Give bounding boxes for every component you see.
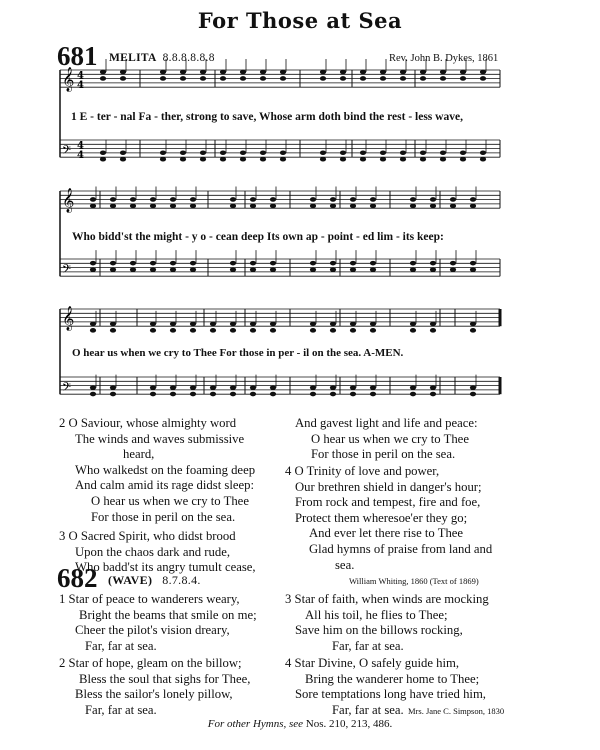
note-head — [340, 76, 346, 81]
stanza-line: 4 O Trinity of love and power, — [285, 464, 440, 478]
note-head — [120, 157, 126, 162]
note-head — [410, 197, 416, 202]
note-head — [190, 328, 196, 333]
note-head — [420, 76, 426, 81]
note-head — [380, 76, 386, 81]
stanza-682-3 — [285, 592, 489, 654]
note-head — [410, 328, 416, 333]
stanza-line: All his toil, he flies to Thee; — [305, 607, 448, 622]
note-head — [130, 197, 136, 202]
note-head — [150, 385, 156, 390]
footer-reference — [0, 718, 600, 730]
note-head — [220, 70, 226, 75]
tune-name: (WAVE) — [108, 573, 153, 587]
note-head — [200, 157, 206, 162]
note-head — [170, 261, 176, 266]
note-head — [350, 392, 356, 397]
note-head — [100, 157, 106, 162]
note-head — [150, 261, 156, 266]
note-head — [110, 385, 116, 390]
hymn-number-681: 681 — [57, 41, 98, 71]
note-head — [130, 204, 136, 209]
note-head — [220, 150, 226, 155]
note-head — [120, 70, 126, 75]
note-head — [420, 157, 426, 162]
note-head — [280, 150, 286, 155]
note-head — [380, 70, 386, 75]
note-head — [350, 267, 356, 272]
note-head — [240, 70, 246, 75]
note-head — [170, 328, 176, 333]
footer-lead: For other Hymns, see — [207, 718, 304, 730]
note-head — [210, 322, 216, 327]
note-head — [250, 322, 256, 327]
note-head — [430, 261, 436, 266]
note-head — [400, 150, 406, 155]
note-head — [470, 267, 476, 272]
stanza-line: Far, far at sea. — [85, 702, 157, 717]
note-head — [310, 392, 316, 397]
stanza-line: Cheer the pilot's vision dreary, — [75, 623, 230, 638]
note-head — [340, 150, 346, 155]
stanza-line: 2 O Saviour, whose almighty word — [59, 416, 237, 430]
note-head — [430, 267, 436, 272]
note-head — [330, 261, 336, 266]
note-head — [250, 197, 256, 202]
note-head — [170, 385, 176, 390]
note-head — [350, 328, 356, 333]
stanza-line: And gavest light and life and peace: — [295, 416, 478, 430]
note-head — [480, 157, 486, 162]
stanza-681-2 — [59, 416, 255, 525]
note-head — [160, 70, 166, 75]
note-head — [410, 267, 416, 272]
note-head — [250, 385, 256, 390]
note-head — [450, 204, 456, 209]
note-head — [160, 150, 166, 155]
note-head — [280, 157, 286, 162]
note-head — [210, 392, 216, 397]
note-head — [190, 322, 196, 327]
note-head — [110, 261, 116, 266]
stanza-line: Our brethren shield in danger's hour; — [295, 479, 482, 494]
stanza-line: 2 Star of hope, gleam on the billow; — [59, 656, 242, 670]
note-head — [190, 392, 196, 397]
note-head — [250, 328, 256, 333]
note-head — [340, 157, 346, 162]
treble-clef-icon: 𝄞 — [62, 67, 75, 92]
note-head — [430, 392, 436, 397]
note-head — [90, 392, 96, 397]
stanza-line: O hear us when we cry to Thee — [91, 493, 249, 508]
note-head — [270, 322, 276, 327]
stanza-line: Upon the chaos dark and rude, — [75, 544, 231, 559]
note-head — [450, 197, 456, 202]
note-head — [350, 385, 356, 390]
note-head — [160, 157, 166, 162]
note-head — [350, 322, 356, 327]
hymn-number-682: 682 — [57, 563, 98, 593]
note-head — [200, 76, 206, 81]
stanza-line: The winds and waves submissive — [75, 431, 245, 446]
note-head — [170, 322, 176, 327]
treble-clef-icon: 𝄞 — [62, 188, 75, 213]
stanza-line: Sore temptations long have tried him, — [295, 687, 486, 702]
note-head — [360, 70, 366, 75]
note-head — [90, 261, 96, 266]
note-head — [110, 322, 116, 327]
note-head — [450, 267, 456, 272]
time-signature-bottom: 4 — [77, 80, 84, 92]
stanza-line: From rock and tempest, fire and foe, — [295, 495, 481, 510]
stanza-line: Bright the beams that smile on me; — [79, 607, 257, 622]
note-head — [360, 76, 366, 81]
note-head — [380, 157, 386, 162]
note-head — [310, 322, 316, 327]
stanza-line: 1 Star of peace to wanderers weary, — [59, 592, 240, 606]
note-head — [270, 392, 276, 397]
stanza-682-1 — [59, 592, 257, 654]
stanza-line: And ever let there rise to Thee — [309, 526, 464, 541]
tune-info-682 — [108, 573, 201, 588]
note-head — [250, 261, 256, 266]
note-head — [200, 150, 206, 155]
note-head — [440, 76, 446, 81]
note-head — [90, 385, 96, 390]
note-head — [90, 204, 96, 209]
note-head — [320, 150, 326, 155]
note-head — [350, 197, 356, 202]
note-head — [320, 70, 326, 75]
note-head — [240, 150, 246, 155]
stanza-line: 3 Star of faith, when winds are mocking — [285, 592, 489, 606]
stanza-line: Glad hymns of praise from land and — [309, 541, 493, 556]
lyric-underlay-3: O hear us when we cry to Thee For those in per - il on the sea. A-MEN. — [72, 347, 404, 359]
stanza-681-4 — [285, 464, 492, 573]
note-head — [190, 267, 196, 272]
note-head — [470, 328, 476, 333]
note-head — [240, 157, 246, 162]
note-head — [330, 392, 336, 397]
note-head — [380, 150, 386, 155]
stanza-line: Save him on the billows rocking, — [295, 623, 463, 638]
note-head — [120, 150, 126, 155]
note-head — [410, 322, 416, 327]
note-head — [410, 392, 416, 397]
note-head — [320, 76, 326, 81]
stanza-line: Who walkedst on the foaming deep — [75, 462, 256, 477]
note-head — [90, 197, 96, 202]
stanza-line: Bless the soul that sighs for Thee, — [79, 671, 251, 686]
note-head — [370, 392, 376, 397]
note-head — [110, 267, 116, 272]
note-head — [260, 150, 266, 155]
note-head — [100, 76, 106, 81]
stanza-line: For those in peril on the sea. — [311, 447, 456, 462]
note-head — [280, 76, 286, 81]
note-head — [460, 70, 466, 75]
tune-name: MELITA — [109, 52, 157, 64]
note-head — [310, 385, 316, 390]
note-head — [190, 261, 196, 266]
note-head — [340, 70, 346, 75]
note-head — [230, 197, 236, 202]
note-head — [360, 150, 366, 155]
note-head — [120, 76, 126, 81]
stanza-line: Protect them wheresoe'er they go; — [295, 510, 468, 525]
hymn-title: For Those at Sea — [197, 8, 403, 33]
note-head — [260, 157, 266, 162]
note-head — [400, 76, 406, 81]
composer-credit: Rev. John B. Dykes, 1861 — [389, 53, 499, 64]
note-head — [470, 392, 476, 397]
note-head — [150, 392, 156, 397]
note-head — [150, 204, 156, 209]
note-head — [170, 392, 176, 397]
stanza-line: 3 O Sacred Spirit, who didst brood — [59, 529, 236, 543]
note-head — [130, 261, 136, 266]
note-head — [400, 157, 406, 162]
note-head — [310, 204, 316, 209]
stanza-line: Far, far at sea. — [332, 638, 404, 653]
note-head — [250, 267, 256, 272]
note-head — [360, 157, 366, 162]
note-head — [400, 70, 406, 75]
note-head — [430, 322, 436, 327]
note-head — [170, 197, 176, 202]
bass-clef-icon: 𝄢 — [62, 144, 72, 161]
note-head — [240, 76, 246, 81]
note-head — [310, 328, 316, 333]
note-head — [470, 261, 476, 266]
note-head — [330, 385, 336, 390]
note-head — [90, 322, 96, 327]
lyric-underlay-1: 1 E - ter - nal Fa - ther, strong to save, Whose arm doth bind the rest - less wave, — [71, 111, 463, 123]
note-head — [370, 197, 376, 202]
note-head — [370, 267, 376, 272]
note-head — [150, 267, 156, 272]
note-head — [470, 385, 476, 390]
time-signature-bottom: 4 — [77, 150, 84, 162]
stanza-line: Bless the sailor's lonely pillow, — [75, 687, 233, 702]
note-head — [320, 157, 326, 162]
note-head — [100, 150, 106, 155]
note-head — [110, 197, 116, 202]
stanza-line: Far, far at sea. — [85, 638, 157, 653]
note-head — [260, 70, 266, 75]
note-head — [180, 70, 186, 75]
bass-clef-icon: 𝄢 — [62, 381, 72, 398]
note-head — [90, 328, 96, 333]
note-head — [470, 197, 476, 202]
note-head — [110, 392, 116, 397]
note-head — [370, 385, 376, 390]
stanza-line: O hear us when we cry to Thee — [311, 431, 469, 446]
note-head — [470, 204, 476, 209]
note-head — [370, 322, 376, 327]
note-head — [180, 157, 186, 162]
note-head — [230, 392, 236, 397]
note-head — [270, 267, 276, 272]
note-head — [270, 385, 276, 390]
note-head — [410, 204, 416, 209]
note-head — [350, 261, 356, 266]
note-head — [330, 197, 336, 202]
note-head — [440, 70, 446, 75]
note-head — [420, 70, 426, 75]
note-head — [150, 322, 156, 327]
note-head — [310, 261, 316, 266]
note-head — [270, 328, 276, 333]
note-head — [370, 328, 376, 333]
note-head — [430, 385, 436, 390]
time-signature-top: 4 — [77, 70, 84, 82]
note-head — [270, 261, 276, 266]
note-head — [270, 204, 276, 209]
note-head — [430, 328, 436, 333]
note-head — [210, 385, 216, 390]
stanza-line: 4 Star Divine, O safely guide him, — [285, 656, 460, 670]
note-head — [100, 70, 106, 75]
note-head — [220, 157, 226, 162]
note-head — [270, 197, 276, 202]
note-head — [150, 197, 156, 202]
note-head — [460, 157, 466, 162]
note-head — [430, 197, 436, 202]
note-head — [250, 204, 256, 209]
note-head — [190, 204, 196, 209]
note-head — [450, 261, 456, 266]
stanza-line: For those in peril on the sea. — [91, 509, 236, 524]
note-head — [330, 328, 336, 333]
note-head — [470, 322, 476, 327]
note-head — [220, 76, 226, 81]
note-head — [230, 385, 236, 390]
note-head — [330, 267, 336, 272]
note-head — [460, 150, 466, 155]
footer-refs: Nos. 210, 213, 486. — [305, 718, 393, 730]
note-head — [210, 328, 216, 333]
stanza-line: heard, — [123, 447, 155, 462]
stanza-line: And calm amid its rage didst sleep: — [75, 478, 254, 493]
note-head — [190, 197, 196, 202]
note-head — [280, 70, 286, 75]
note-head — [370, 261, 376, 266]
note-head — [310, 267, 316, 272]
stanza-681-3-cont — [295, 416, 478, 463]
note-head — [110, 204, 116, 209]
note-head — [110, 328, 116, 333]
note-head — [170, 267, 176, 272]
note-head — [230, 261, 236, 266]
author-credit-682: Mrs. Jane C. Simpson, 1830 — [408, 706, 505, 716]
note-head — [90, 267, 96, 272]
note-head — [190, 385, 196, 390]
note-head — [350, 204, 356, 209]
note-head — [130, 267, 136, 272]
time-signature-top: 4 — [77, 140, 84, 152]
lyric-underlay-2: Who bidd'st the might - y o - cean deep Its own ap - point - ed lim - its keep: — [72, 231, 444, 243]
note-head — [230, 322, 236, 327]
note-head — [480, 150, 486, 155]
note-head — [420, 150, 426, 155]
note-head — [160, 76, 166, 81]
note-head — [370, 204, 376, 209]
note-head — [480, 70, 486, 75]
note-head — [170, 204, 176, 209]
stanza-682-2 — [59, 656, 250, 718]
stanza-line: Far, far at sea. — [332, 702, 404, 717]
note-head — [230, 328, 236, 333]
note-head — [180, 76, 186, 81]
treble-clef-icon: 𝄞 — [62, 306, 75, 331]
note-head — [180, 150, 186, 155]
note-head — [150, 328, 156, 333]
note-head — [330, 322, 336, 327]
tune-meter: 8.7.8.4. — [162, 573, 201, 587]
note-head — [480, 76, 486, 81]
note-head — [230, 267, 236, 272]
note-head — [260, 76, 266, 81]
note-head — [200, 70, 206, 75]
note-head — [440, 157, 446, 162]
note-head — [230, 204, 236, 209]
author-credit-681: William Whiting, 1860 (Text of 1869) — [349, 576, 479, 586]
note-head — [440, 150, 446, 155]
note-head — [430, 204, 436, 209]
note-head — [250, 392, 256, 397]
note-head — [410, 385, 416, 390]
stanza-line: Bring the wanderer home to Thee; — [305, 671, 480, 686]
stanza-line: Who badd'st its angry tumult cease, — [75, 560, 256, 575]
tune-meter: 8.8.8.8.8.8 — [162, 52, 215, 64]
stanza-line: sea. — [335, 557, 355, 572]
note-head — [410, 261, 416, 266]
note-head — [330, 204, 336, 209]
note-head — [460, 76, 466, 81]
note-head — [310, 197, 316, 202]
bass-clef-icon: 𝄢 — [62, 263, 72, 280]
